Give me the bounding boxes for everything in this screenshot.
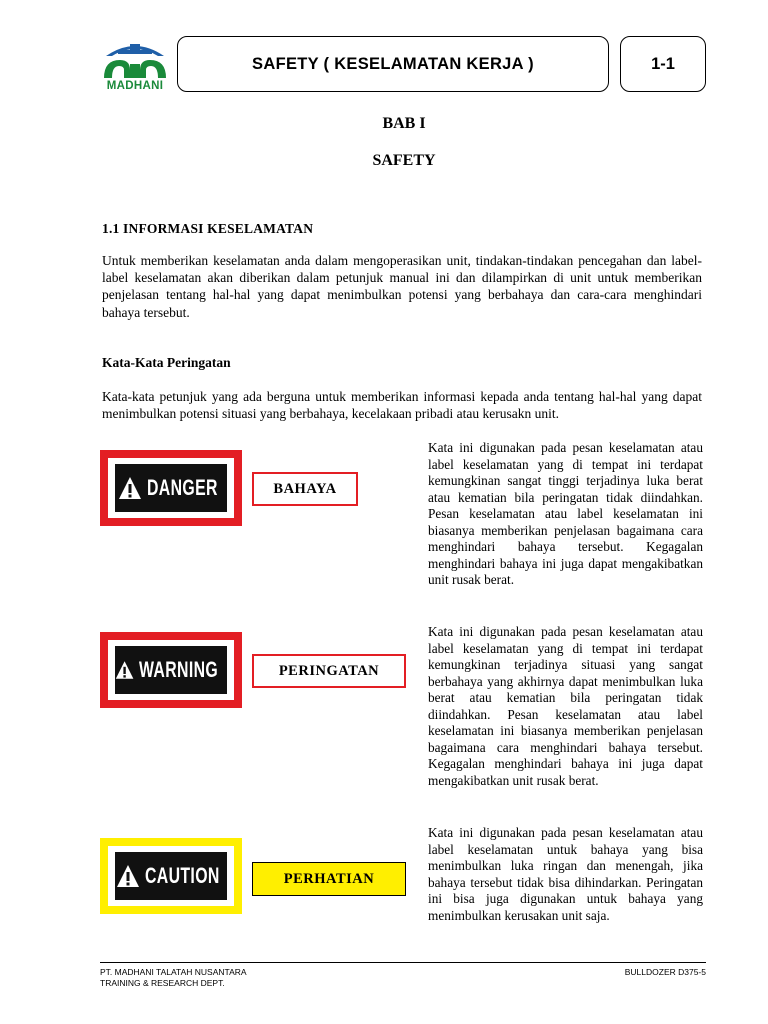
document-title: SAFETY ( KESELAMATAN KERJA ) — [252, 54, 534, 73]
warning-label — [252, 654, 406, 688]
footer-model: BULLDOZER D375-5 — [624, 967, 706, 977]
warning-words-intro: Kata-kata petunjuk yang ada berguna untuk memberikan informasi kepada anda tentang hal-hal yang dapat menimbulkan potensi situasi yang berbahaya, kecelakaan pribadi atau kerusakn unit. — [102, 389, 702, 422]
footer-dept: TRAINING & RESEARCH DEPT. — [100, 978, 225, 988]
page-number: 1-1 — [651, 54, 675, 73]
page-number-box — [620, 36, 706, 92]
warning-triangle-icon — [116, 864, 140, 888]
warning-words-heading: Kata-Kata Peringatan — [102, 355, 231, 370]
caution-label-text: PERHATIAN — [283, 870, 375, 887]
warning-sign — [100, 632, 242, 708]
warning-description: Kata ini digunakan pada pesan keselamatan atau label keselamatan yang di tempat ini terdapat kemungkinan terjadinya situasi yang sangat berbahaya yang akhirnya dapat menimbulkan luka berat atau kematian bila peringatan tidak diindahkan. Pesan keselamatan atau label keselamatan ini biasanya memberikan penjelasan bagaimana cara menghindari bahaya tersebut. Kegagalan menghindari bahaya ini juga dapat mengakibatkan unit rusak berat. — [428, 624, 703, 788]
warning-sign-word: WARNING — [139, 657, 219, 682]
caution-description: Kata ini digunakan pada pesan keselamatan atau label keselamatan untuk bahaya yang bisa menimbulkan luka ringan dan menengah, jika bahaya tersebut tidak bisa dihindarkan. Peringatan ini bisa juga digunakan untuk bahaya yang menimbulkan kerusakan unit saja. — [428, 825, 703, 923]
chapter-subtitle: SAFETY — [372, 152, 436, 169]
danger-description: Kata ini digunakan pada pesan keselamatan atau label keselamatan yang di tempat ini terdapat kemungkinan sangat tinggi terjadinya luka berat atau kematian bila peringatan tidak diindahkan. Pesan keselamatan atau label keselamatan ini biasanya memberikan penjelasan bagaimana cara menghindari bahaya tersebut. Kegagalan menghindari bahaya ini juga dapat mengakibatkan unit rusak berat. — [428, 440, 703, 587]
section-paragraph: Untuk memberikan keselamatan anda dalam mengoperasikan unit, tindakan-tindakan pencegahan dan label-label keselamatan akan diberikan dalam petunjuk manual ini dan dilampirkan di unit untuk memberikan penjelasan tentang hal-hal yang dapat menimbulkan potensi yang berbahaya dan cara-cara menghindari bahaya tersebut. — [102, 253, 702, 320]
chapter-title: BAB I — [382, 115, 426, 132]
danger-sign — [100, 450, 242, 526]
danger-label — [252, 472, 358, 506]
warning-label-text: PERINGATAN — [278, 662, 380, 679]
document-title-box — [177, 36, 609, 92]
footer-company: PT. MADHANI TALATAH NUSANTARA — [100, 967, 247, 977]
madhani-logo-icon — [100, 38, 170, 82]
footer-divider — [100, 962, 706, 963]
warning-triangle-icon — [115, 658, 134, 682]
caution-sign-word: CAUTION — [144, 863, 220, 888]
danger-sign-word: DANGER — [147, 475, 219, 500]
section-heading: 1.1 INFORMASI KESELAMATAN — [102, 221, 314, 236]
danger-label-text: BAHAYA — [273, 480, 337, 497]
logo-text: MADHANI — [106, 80, 164, 92]
caution-label — [252, 862, 406, 896]
caution-sign — [100, 838, 242, 914]
warning-triangle-icon — [118, 476, 142, 500]
